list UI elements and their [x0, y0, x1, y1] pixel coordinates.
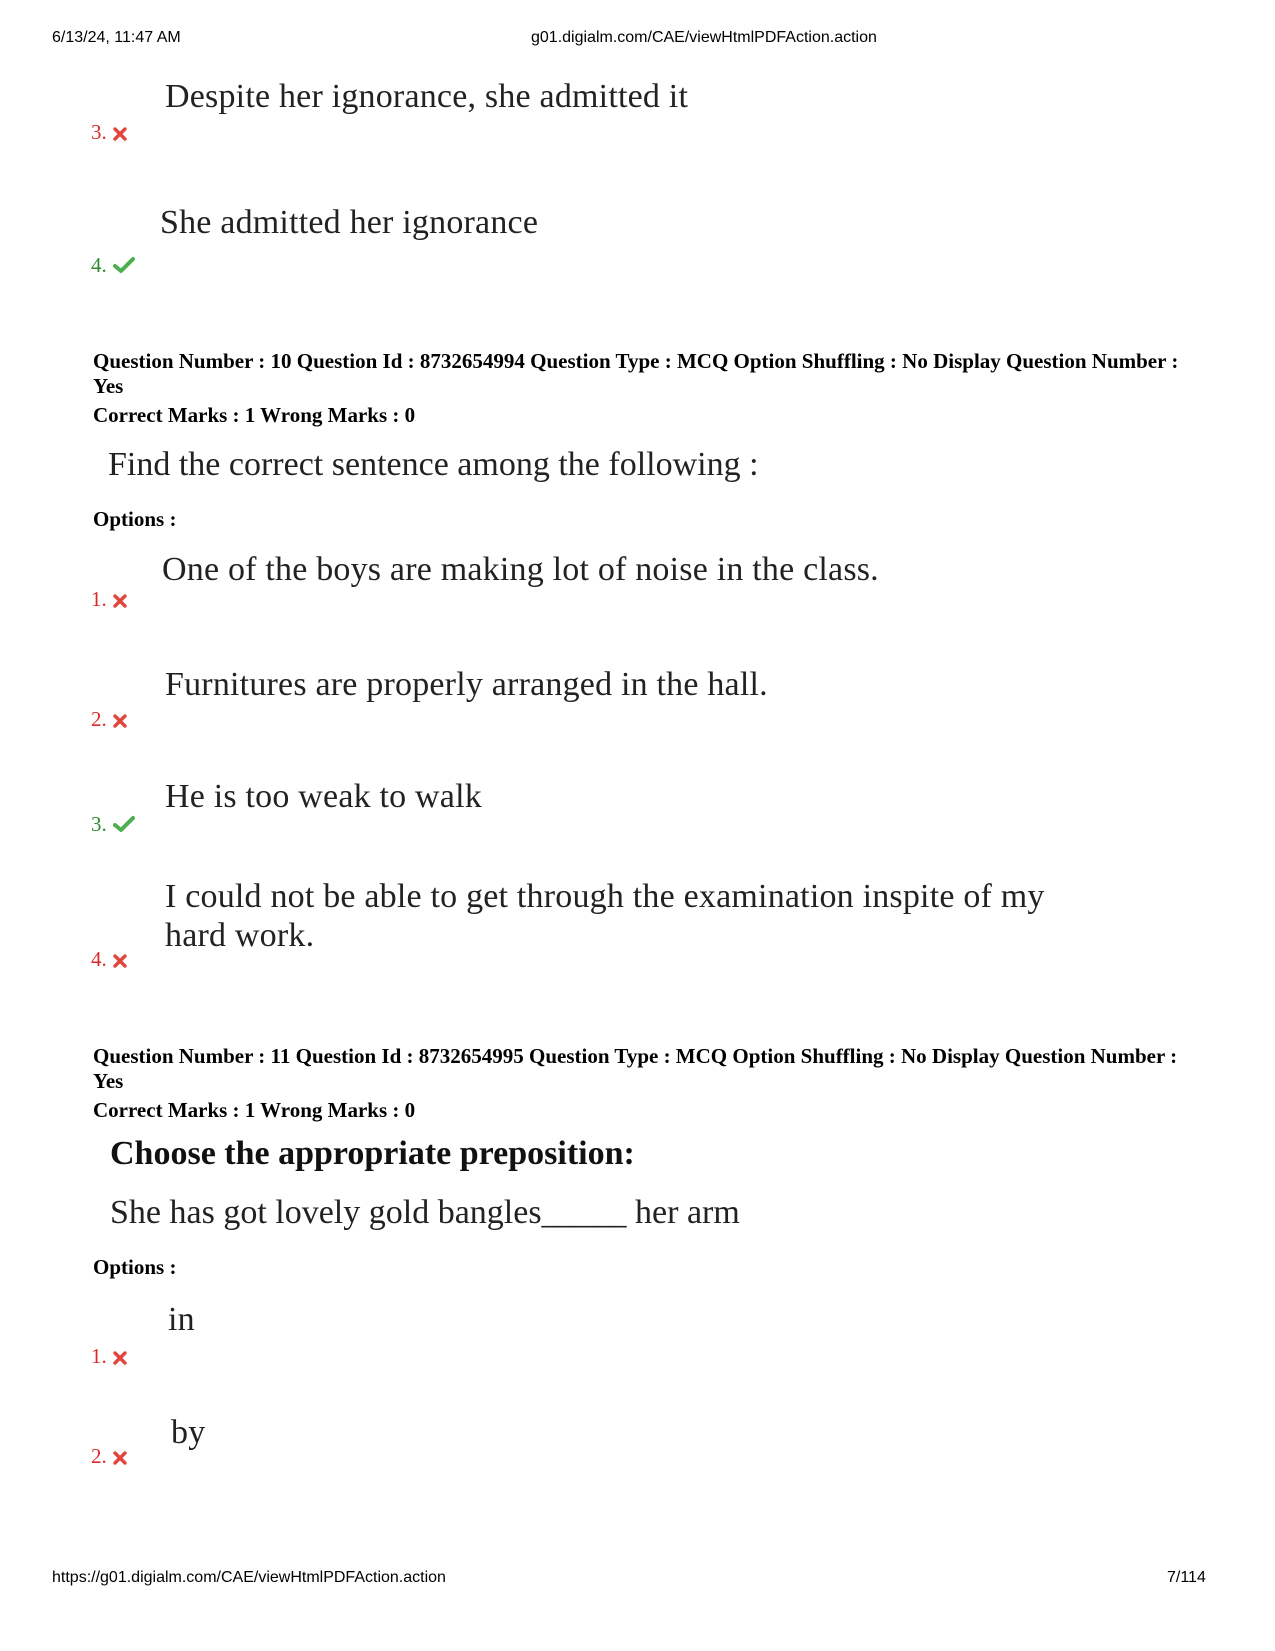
option-number-label: 1. [91, 1344, 107, 1368]
cross-icon [113, 949, 127, 974]
option-text: in [168, 1301, 195, 1338]
option-text: I could not be able to get through the examination inspite of my [165, 878, 1045, 915]
print-page-title: g01.digialm.com/CAE/viewHtmlPDFAction.action [531, 29, 877, 46]
question-stem: Find the correct sentence among the following : [108, 446, 759, 483]
question-meta: Question Number : 10 Question Id : 8732654994 Question Type : MCQ Option Shuffling : No Display Question Number : Yes [93, 349, 1179, 398]
question-marks: Correct Marks : 1 Wrong Marks : 0 [93, 403, 416, 427]
option-number [91, 1444, 127, 1471]
option-number-label: 4. [91, 253, 107, 277]
page-counter: 7/114 [1167, 1569, 1206, 1586]
print-datetime: 6/13/24, 11:47 AM [52, 29, 181, 46]
option-number [91, 120, 127, 147]
question-meta: Question Number : 11 Question Id : 8732654995 Question Type : MCQ Option Shuffling : No Display Question Number : Yes [93, 1044, 1178, 1093]
option-text: hard work. [165, 917, 315, 954]
question-stem: She has got lovely gold bangles_____ her arm [110, 1194, 740, 1231]
option-number [91, 947, 127, 974]
check-icon [113, 814, 135, 839]
options-label: Options : [93, 1255, 177, 1279]
option-number-label: 3. [91, 120, 107, 144]
options-label: Options : [93, 507, 177, 531]
option-number [91, 707, 127, 734]
option-number [91, 1344, 127, 1371]
question-marks: Correct Marks : 1 Wrong Marks : 0 [93, 1098, 416, 1122]
print-footer-url[interactable]: https://g01.digialm.com/CAE/viewHtmlPDFAction.action [52, 1569, 446, 1586]
option-number-label: 2. [91, 707, 107, 731]
option-number-label: 3. [91, 812, 107, 836]
option-text: Despite her ignorance, she admitted it [165, 78, 689, 115]
option-number [91, 253, 135, 280]
cross-icon [113, 709, 127, 734]
question-stem-title: Choose the appropriate preposition: [110, 1135, 635, 1172]
cross-icon [113, 589, 127, 614]
option-text: One of the boys are making lot of noise in the class. [162, 551, 879, 588]
cross-icon [113, 1346, 127, 1371]
cross-icon [113, 122, 127, 147]
option-number-label: 2. [91, 1444, 107, 1468]
option-number [91, 812, 135, 839]
cross-icon [113, 1446, 127, 1471]
option-number-label: 1. [91, 587, 107, 611]
option-text: He is too weak to walk [165, 778, 482, 815]
option-text: by [171, 1414, 206, 1451]
check-icon [113, 255, 135, 280]
option-text: Furnitures are properly arranged in the hall. [165, 666, 768, 703]
option-text: She admitted her ignorance [160, 204, 539, 241]
option-number-label: 4. [91, 947, 107, 971]
option-number [91, 587, 127, 614]
